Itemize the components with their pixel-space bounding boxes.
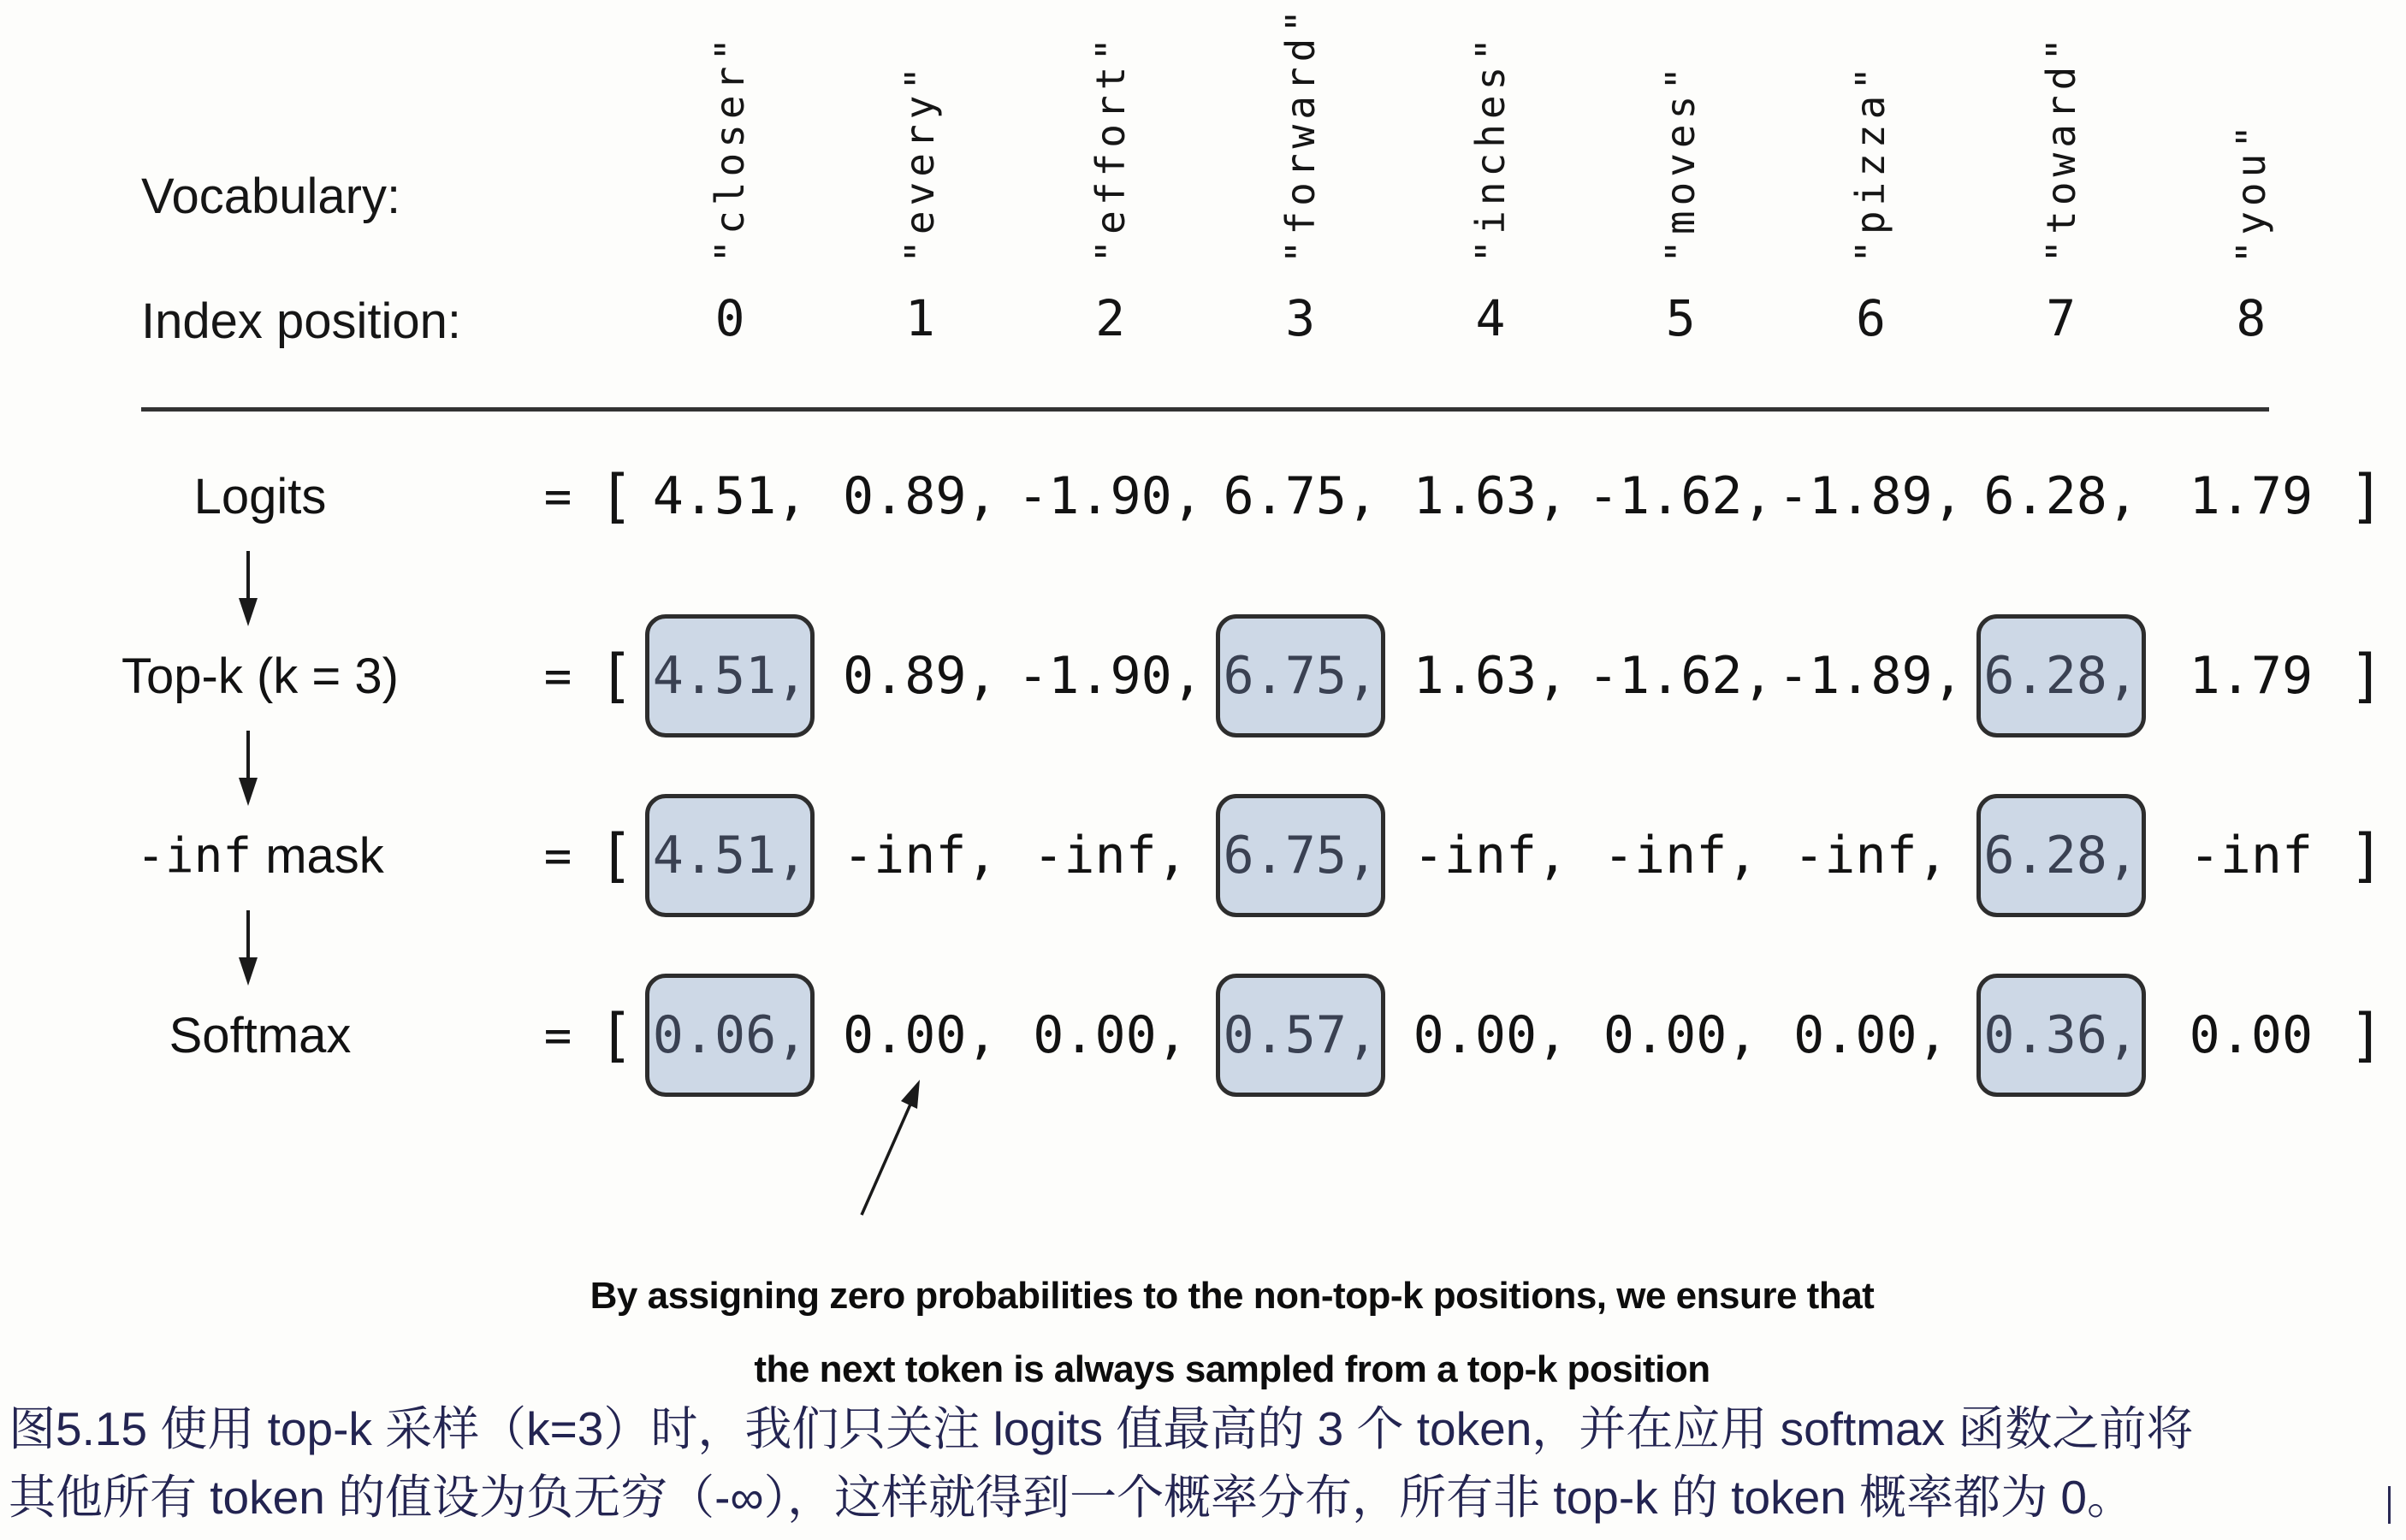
vocab-token: "inches" — [1467, 33, 1514, 264]
value-cell: 6.75, — [1223, 466, 1378, 526]
value-cell: 1.79 — [2189, 466, 2314, 526]
close-bracket: ] — [2349, 821, 2385, 890]
value-cell — [1206, 971, 1396, 1099]
value-cell — [1966, 612, 2156, 740]
highlight-box: 6.75, — [1216, 794, 1385, 917]
highlight-box: 6.28, — [1976, 794, 2146, 917]
highlight-box: 4.51, — [645, 614, 815, 737]
close-bracket: ] — [2349, 642, 2385, 710]
value-cell: 0.00, — [843, 1005, 998, 1065]
vocabulary-row — [635, 0, 2346, 264]
value-cell: -1.90, — [1017, 466, 1203, 526]
value-cell: 0.89, — [843, 466, 998, 526]
open-bracket: [ — [598, 462, 634, 530]
value-cell: 4.51, — [652, 466, 808, 526]
vocab-token: "effort" — [1087, 33, 1134, 264]
value-cell — [1206, 612, 1396, 740]
value-cell: -1.62, — [1587, 646, 1774, 706]
value-cell — [1966, 791, 2156, 920]
highlight-box: 6.28, — [1976, 614, 2146, 737]
equals-sign: = — [543, 469, 572, 524]
value-cell: 6.28, — [1983, 466, 2138, 526]
value-cell: -inf, — [1413, 826, 1568, 886]
value-cell: -1.90, — [1017, 646, 1203, 706]
caption-line1: 图5.15 使用 top-k 采样（k=3）时，我们只关注 logits 值最高的 3 个 token，并在应用 softmax 函数之前将 — [9, 1402, 2194, 1455]
open-bracket: [ — [598, 642, 634, 710]
vocab-token: "every" — [897, 62, 944, 264]
caption-line2: 其他所有 token 的值设为负无穷（-∞），这样就得到一个概率分布，所有非 top-k 的 token 概率都为 0。 — [9, 1471, 2134, 1524]
highlight-box: 0.57, — [1216, 974, 1385, 1097]
value-cell: 1.79 — [2189, 646, 2314, 706]
open-bracket: [ — [598, 821, 634, 890]
row-label: Top-k (k = 3) — [121, 648, 399, 704]
value-cell: 1.63, — [1413, 466, 1568, 526]
separator-line — [141, 407, 2269, 412]
index-value: 8 — [2236, 289, 2267, 347]
highlight-box: 0.36, — [1976, 974, 2146, 1097]
vocab-token: "toward" — [2037, 33, 2084, 264]
value-cell: -1.89, — [1778, 646, 1964, 706]
vocab-token: "forward" — [1277, 3, 1324, 264]
vocab-token: "moves" — [1657, 62, 1704, 264]
inf-mask-row — [0, 791, 2406, 920]
highlight-box: 6.75, — [1216, 614, 1385, 737]
row-label: Logits — [193, 468, 327, 524]
annotation-line1: By assigning zero probabilities to the non-top-k positions, we ensure that — [590, 1275, 1875, 1317]
annotation-text — [479, 1259, 1985, 1407]
index-value: 5 — [1665, 289, 1696, 347]
index-value: 3 — [1285, 289, 1316, 347]
highlight-box: 4.51, — [645, 794, 815, 917]
vocab-token: "you" — [2227, 119, 2274, 264]
value-cell: -inf, — [843, 826, 998, 886]
vocabulary-label: Vocabulary: — [141, 169, 401, 224]
close-bracket: ] — [2349, 1001, 2385, 1069]
value-cell — [1206, 791, 1396, 920]
index-position-label: Index position: — [141, 293, 462, 349]
value-cell: 0.00, — [1033, 1005, 1188, 1065]
value-cell: -inf, — [1603, 826, 1758, 886]
softmax-row — [0, 971, 2406, 1099]
index-value: 4 — [1475, 289, 1506, 347]
vocab-token: "pizza" — [1847, 62, 1894, 264]
callout-arrow-icon — [843, 1071, 937, 1221]
row-label: -inf mask — [136, 827, 384, 884]
index-value: 1 — [904, 289, 935, 347]
row-label: Softmax — [169, 1007, 352, 1063]
value-cell: 0.00, — [1413, 1005, 1568, 1065]
value-cell: 0.00, — [1793, 1005, 1948, 1065]
value-cell: 0.00 — [2189, 1005, 2314, 1065]
annotation-line2: the next token is always sampled from a top-k position — [754, 1348, 1710, 1390]
index-value: 7 — [2046, 289, 2077, 347]
index-value: 0 — [714, 289, 745, 347]
vocab-token: "closer" — [707, 33, 754, 264]
value-cell: 0.00, — [1603, 1005, 1758, 1065]
value-cell: -inf — [2189, 826, 2314, 886]
equals-sign: = — [543, 828, 572, 883]
value-cell: -1.62, — [1587, 466, 1774, 526]
value-cell — [635, 612, 825, 740]
value-cell — [635, 791, 825, 920]
value-cell: 1.63, — [1413, 646, 1568, 706]
value-cell — [1966, 971, 2156, 1099]
open-bracket: [ — [598, 1001, 634, 1069]
value-cell: -1.89, — [1778, 466, 1964, 526]
value-cell — [635, 971, 825, 1099]
close-bracket: ] — [2349, 462, 2385, 530]
logits-row — [0, 432, 2406, 560]
value-cell: -inf, — [1793, 826, 1948, 886]
topk-row — [0, 612, 2406, 740]
index-value: 2 — [1095, 289, 1125, 347]
value-cell: -inf, — [1033, 826, 1188, 886]
text-caret — [2388, 1486, 2391, 1524]
highlight-box: 0.06, — [645, 974, 815, 1097]
figure-caption — [9, 1395, 2404, 1531]
index-row — [635, 284, 2346, 352]
value-cell: 0.89, — [843, 646, 998, 706]
equals-sign: = — [543, 649, 572, 703]
equals-sign: = — [543, 1008, 572, 1063]
index-value: 6 — [1855, 289, 1886, 347]
